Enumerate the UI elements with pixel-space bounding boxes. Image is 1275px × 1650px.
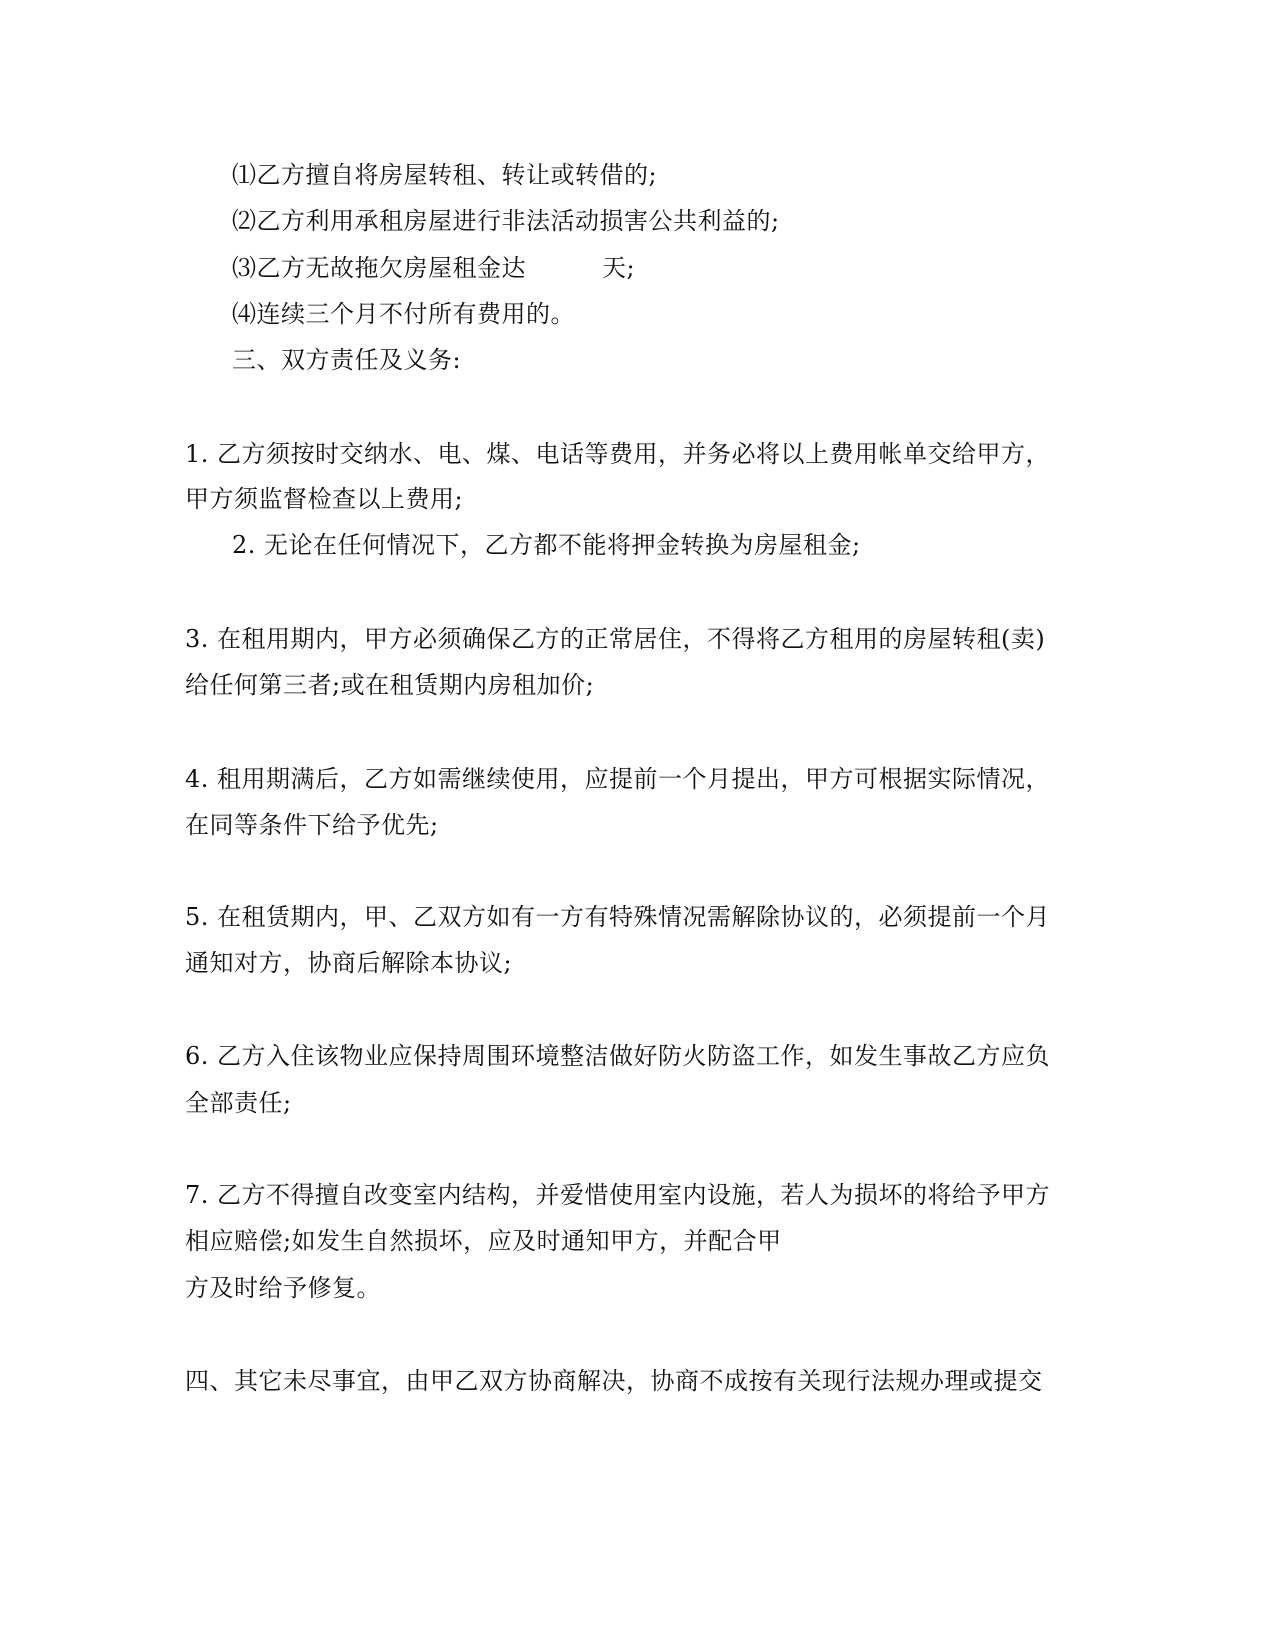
termination-item-3 xyxy=(232,253,635,283)
termination-item-2: ⑵乙方利用承租房屋进行非法活动损害公共利益的; xyxy=(232,207,780,235)
clause-4-line-1: 4. 租用期满后，乙方如需继续使用，应提前一个月提出，甲方可根据实际情况， xyxy=(185,765,1051,793)
clause-7-line-3: 方及时给予修复。 xyxy=(185,1274,381,1302)
clause-2: 2. 无论在任何情况下，乙方都不能将押金转换为房屋租金; xyxy=(232,531,861,559)
section-4: 四、其它未尽事宜，由甲乙双方协商解决，协商不成按有关现行法规办理或提交 xyxy=(185,1367,1043,1395)
clause-6-line-1: 6. 乙方入住该物业应保持周围环境整洁做好防火防盗工作，如发生事故乙方应负 xyxy=(185,1042,1051,1070)
clause-1-line-2: 甲方须监督检查以上费用; xyxy=(185,485,464,513)
clause-7-line-2: 相应赔偿;如发生自然损坏，应及时通知甲方，并配合甲 xyxy=(185,1227,782,1255)
termination-item-1: ⑴乙方擅自将房屋转租、转让或转借的; xyxy=(232,161,658,189)
clause-5-line-1: 5. 在租赁期内，甲、乙双方如有一方有特殊情况需解除协议的，必须提前一个月 xyxy=(185,903,1051,931)
clause-3-line-1: 3. 在租用期内，甲方必须确保乙方的正常居住，不得将乙方租用的房屋转租(卖) xyxy=(185,625,1046,653)
clause-5-line-2: 通知对方，协商后解除本协议; xyxy=(185,949,513,977)
termination-item-4: ⑷连续三个月不付所有费用的。 xyxy=(232,300,575,328)
clause-3-line-2: 给任何第三者;或在租赁期内房租加价; xyxy=(185,671,595,699)
clause-1-line-1: 1. 乙方须按时交纳水、电、煤、电话等费用，并务必将以上费用帐单交给甲方， xyxy=(185,440,1051,468)
clause-4-line-2: 在同等条件下给予优先; xyxy=(185,811,439,839)
section-3-heading: 三、双方责任及义务: xyxy=(232,346,462,374)
termination-item-3-suffix: 天; xyxy=(602,254,636,282)
clause-7-line-1: 7. 乙方不得擅自改变室内结构，并爱惜使用室内设施，若人为损坏的将给予甲方 xyxy=(185,1181,1051,1209)
clause-6-line-2: 全部责任; xyxy=(185,1089,292,1117)
termination-item-3-text: ⑶乙方无故拖欠房屋租金达 xyxy=(232,254,526,282)
